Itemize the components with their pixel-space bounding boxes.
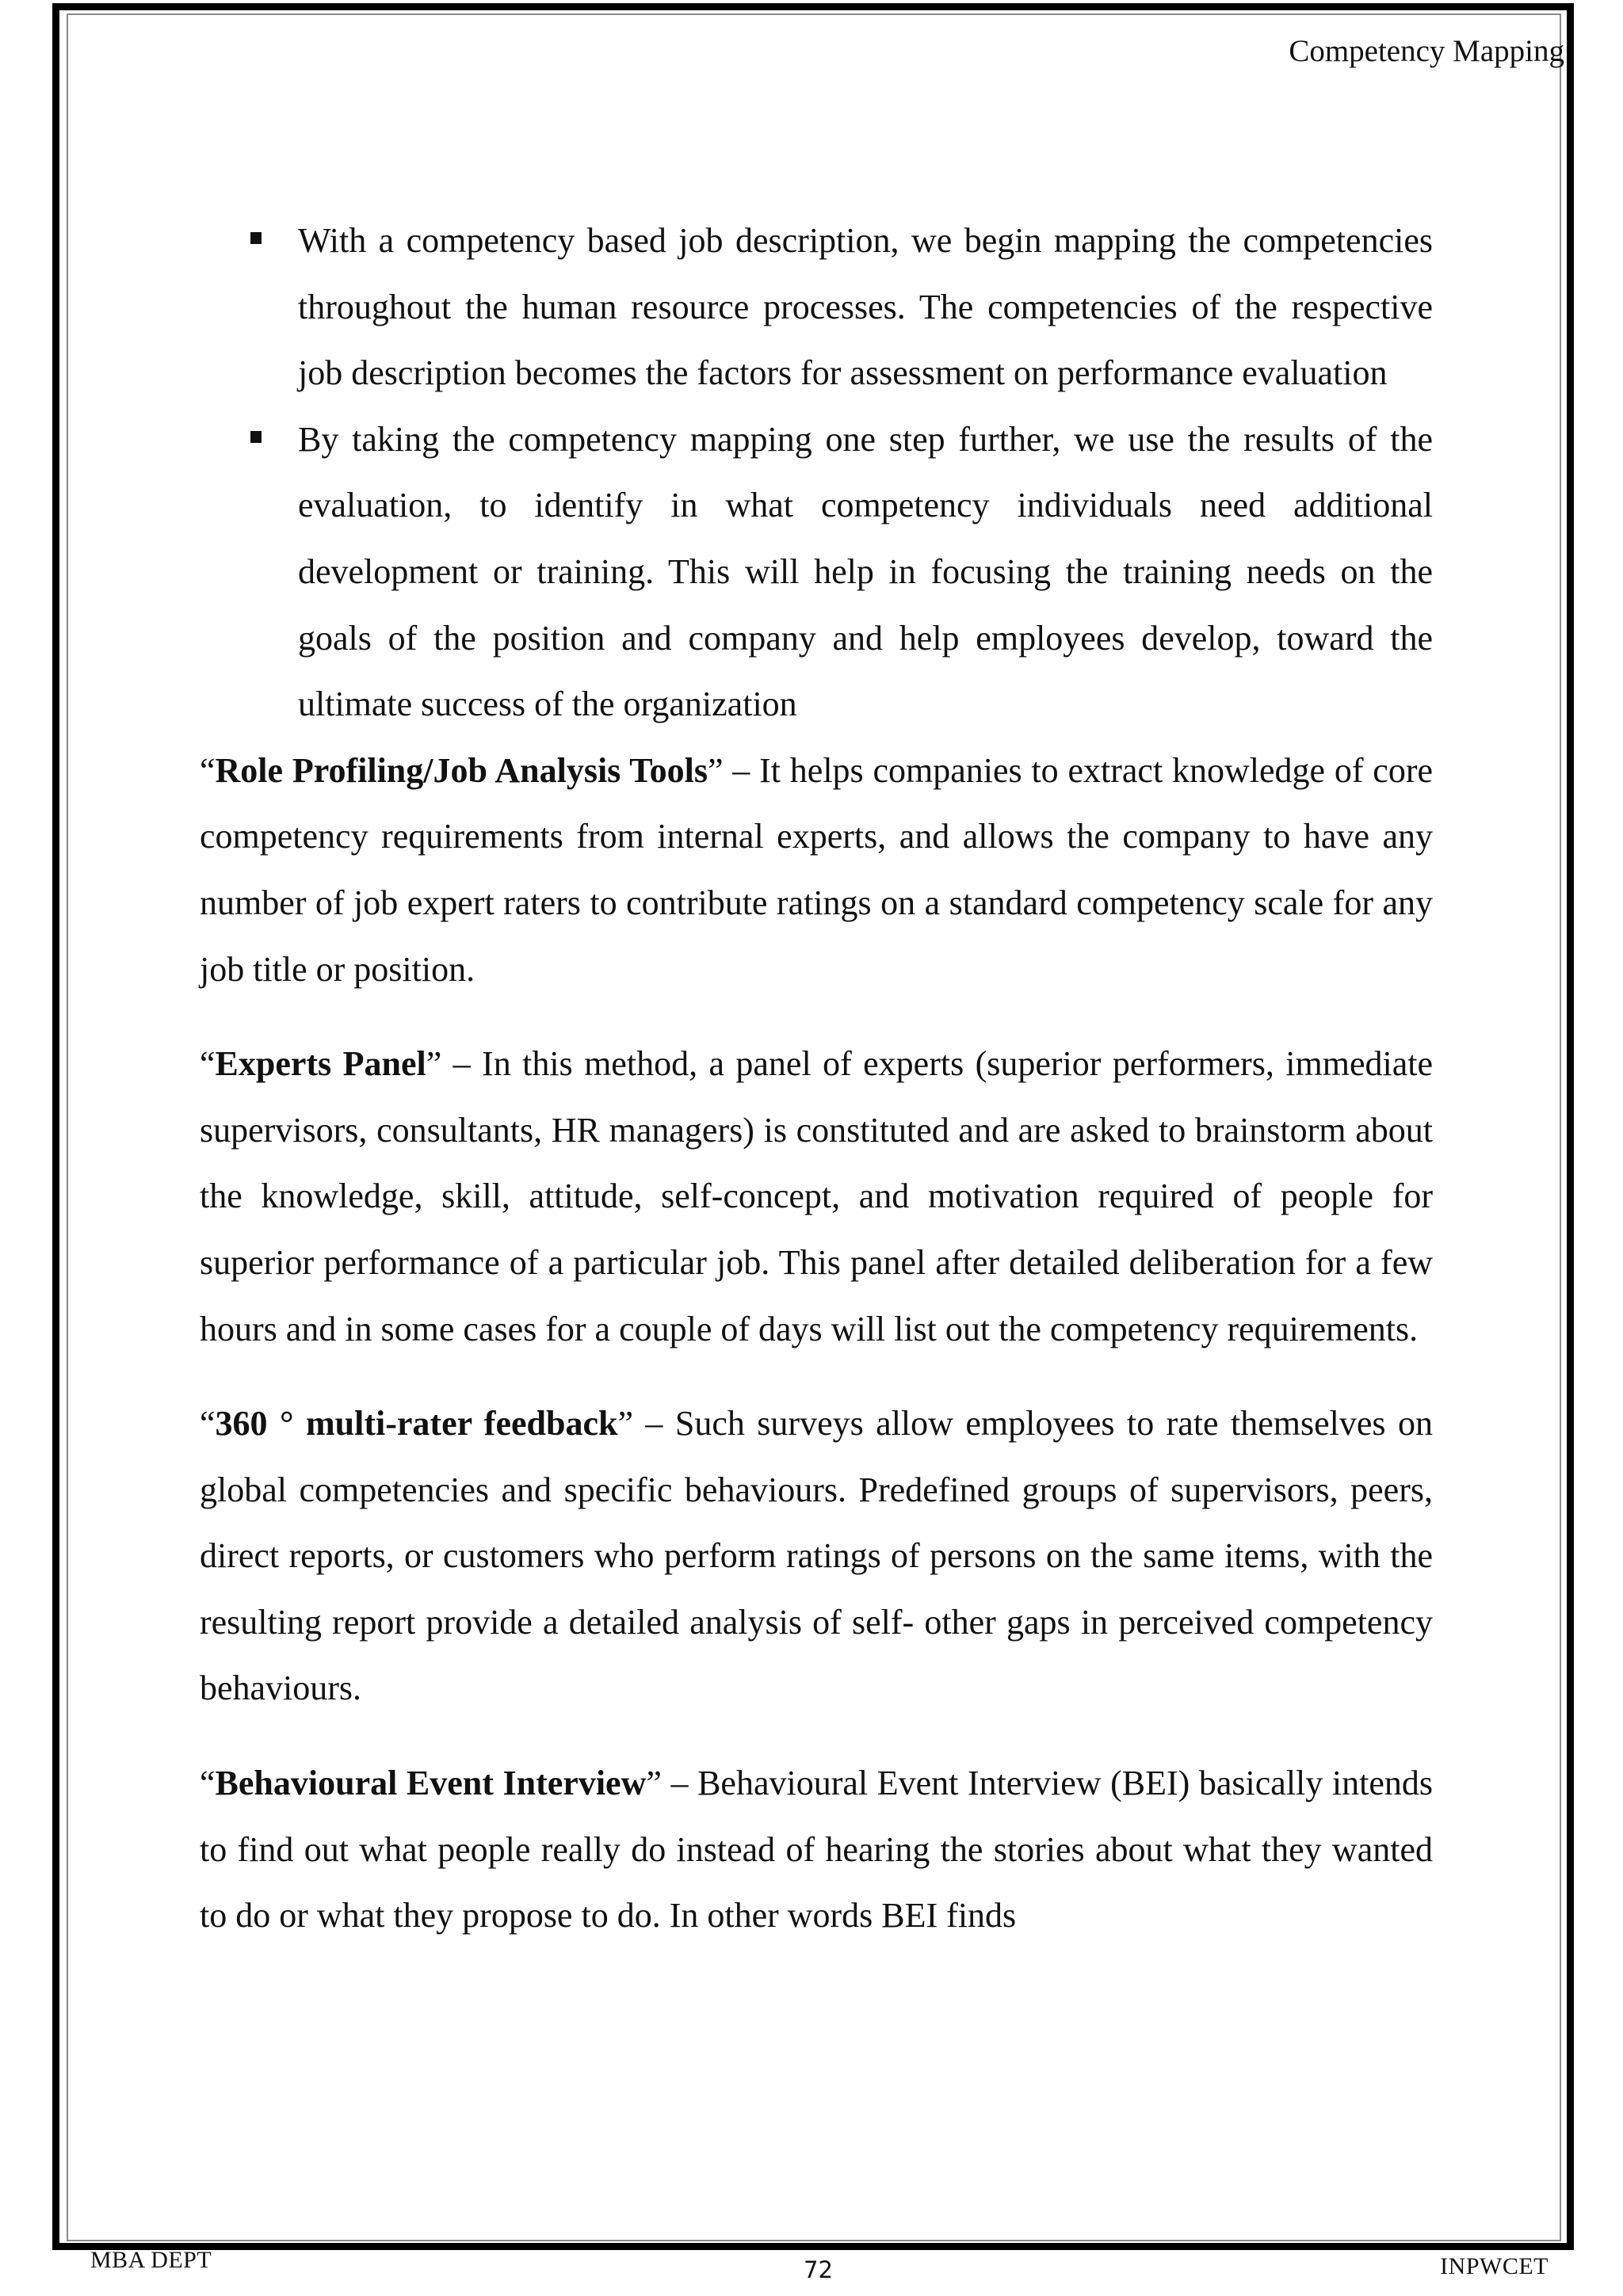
footer-department: MBA DEPT <box>90 2247 212 2273</box>
term-heading: Experts Panel <box>215 1044 426 1084</box>
paragraph-body: – Such surveys allow employees to rate themselves on global competencies and specific behaviours. Predefined groups of supervisors, peers, direct reports, or customers who perform ratings of persons on the same items, with the resulting report provide a detailed analysis of self- other gaps in perceived competency behaviours. <box>200 1404 1433 1708</box>
paragraph-body: – It helps companies to extract knowledge of core competency requirements from internal experts, and allows the company to have any number of job expert raters to contribute ratings on a standard competency scale for any job title or position. <box>200 750 1434 989</box>
paragraph-body: – In this method, a panel of experts (superior performers, immediate supervisors, consultants, HR managers) is constituted and are asked to brainstorm about the knowledge, skill, attitude, self-concept, and motivation required of people for superior performance of a particular job. This panel after detailed deliberation for a few hours and in some cases for a couple of days will list out the competency requirements. <box>200 1044 1433 1348</box>
bullet-item <box>298 406 1433 738</box>
paragraph-360-feedback: “360 ° multi-rater feedback” – Such surveys allow employees to rate themselves on global competencies and specific behaviours. Predefined groups of supervisors, peers, direct reports, or customers who perform ratings of persons on the same items, with the resulting report provide a detailed analysis of self- other gaps in perceived competency behaviours. <box>200 1404 1433 1708</box>
paragraph-experts-panel: “Experts Panel” – In this method, a panel of experts (superior performers, immediate supervisors, consultants, HR managers) is constituted and are asked to brainstorm about the knowledge, skill, attitude, self-concept, and motivation required of people for superior performance of a particular job. This panel after detailed deliberation for a few hours and in some cases for a couple of days will list out the competency requirements. <box>200 1044 1433 1348</box>
term-heading: Role Profiling/Job Analysis Tools <box>215 750 708 790</box>
bullet-text: With a competency based job description, we begin mapping the competencies throughout the human resource processes. The competencies of the respective job description becomes the factors for assessment on performance evaluation <box>298 221 1433 393</box>
term-heading: 360 ° multi-rater feedback <box>215 1404 618 1444</box>
page-body <box>200 208 1433 1949</box>
term-heading: Behavioural Event Interview <box>215 1764 647 1803</box>
running-header: Competency Mapping <box>1289 34 1564 68</box>
bullet-item <box>298 208 1433 406</box>
paragraph-role-profiling: “Role Profiling/Job Analysis Tools” – It helps companies to extract knowledge of core competency requirements from internal experts, and allows the company to have any number of job expert raters to contribute ratings on a standard competency scale for any job title or position. <box>200 750 1434 989</box>
footer-page-number: 72 <box>804 2256 833 2283</box>
square-bullet-icon <box>250 431 262 443</box>
paragraph-body: – Behavioural Event Interview (BEI) basically intends to find out what people really do instead of hearing the stories about what they wanted to do or what they propose to do. In other words BEI finds <box>200 1764 1433 1936</box>
square-bullet-icon <box>250 232 262 244</box>
footer-institution: INPWCET <box>1440 2253 1549 2279</box>
bullet-list <box>200 208 1433 738</box>
paragraph-bei: “Behavioural Event Interview” – Behavioural Event Interview (BEI) basically intends to find out what people really do instead of hearing the stories about what they wanted to do or what they propose to do. In other words BEI finds <box>200 1764 1433 1936</box>
bullet-text: By taking the competency mapping one step further, we use the results of the evaluation, to identify in what competency individuals need additional development or training. This will help in focusing the training needs on the goals of the position and company and help employees develop, toward the ultimate success of the organization <box>298 419 1433 724</box>
